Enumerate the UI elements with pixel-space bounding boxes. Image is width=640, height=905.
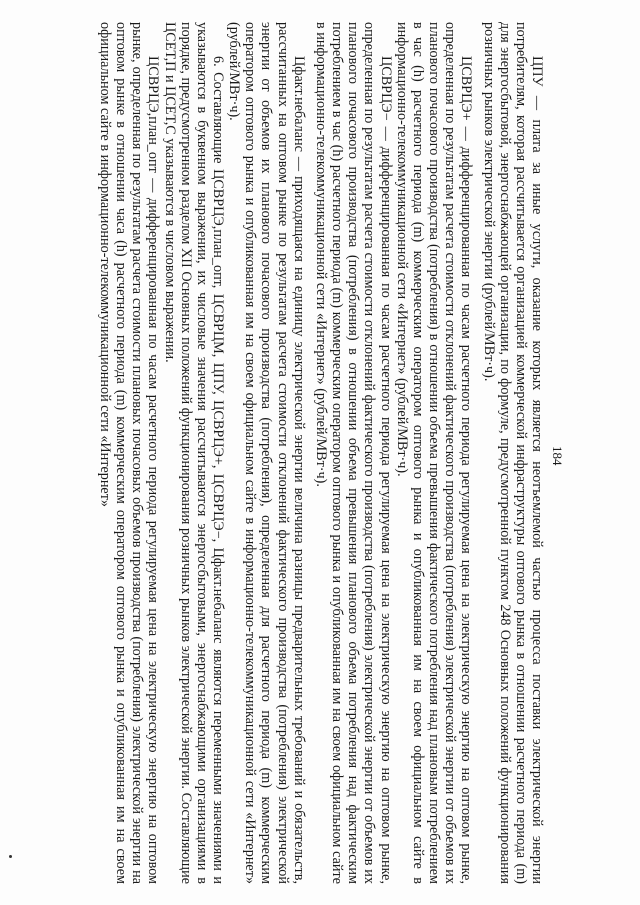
paragraph-svrce-plus: ЦСВРЦЭ+ — дифференцированная по часам расчетного периода регулируемая цена на электрическую энергию на оптовом рынке, определенная по результатам расчета стоимости отклонений фактического производства (потребления) электрической энергии от объемов их планового почасового производства (потребления) в отношении объема превышения фактического потребления над плановым потреблением в час (h) расчетного периода (m) коммерческим оператором оптового рынка и опубликованная им на своем официальном сайте в информационно-телекоммуникационной сети «Интернет» (рублей/МВт·ч). xyxy=(393,22,475,884)
document-body xyxy=(97,22,545,884)
page-number: 184 xyxy=(550,446,565,466)
scan-speck xyxy=(9,855,12,858)
rotated-text-block xyxy=(25,22,545,884)
paragraph-svrce-plan-opt: ЦСВРЦЭ,план_опт — дифференцированная по часам расчетного периода регулируемая цена на электрическую энергию на оптовом рынке, определенная по результатам расчета стоимости плановых почасовых объемов производства (потребления) электрической энергии на оптовом рынке в отношении часа (h) расчетного периода (m) коммерческим оператором оптового рынка и опубликованная им на своем официальном сайте в информационно-телекоммуникационной сети «Интернет» xyxy=(96,22,162,884)
paragraph-svrce-minus: ЦСВРЦЭ− — дифференцированная по часам расчетного периода регулируемая цена на электрическую энергию на оптовом рынке, определенная по результатам расчета стоимости отклонений фактического производства (потребления) электрической энергии от объемов их планового почасового производства (потребления) в отношении объема превышения планового объема потребления над фактическим потреблением в час (h) расчетного периода (m) коммерческим оператором оптового рынка и опубликованная им на своем официальном сайте в информационно-телекоммуникационной сети «Интернет» (рублей/МВт·ч). xyxy=(312,22,394,884)
paragraph-fact-nebalans: Цфакт.небаланс — приходящаяся на единицу электрической энергии величина разницы предварительных требований и обязательств, рассчитанных на оптовом рынке по результатам расчета стоимости отклонений фактического производства (потребления) электрической энергии от объемов их планового почасового производства (потребления), определенная для расчетного периода (m) коммерческим оператором оптового рынка и опубликованная им на своем официальном сайте в информационно-телекоммуникационной сети «Интернет» (рублей/МВт·ч). xyxy=(226,22,307,884)
paragraph-item-6: 6. Составляющие ЦСВРЦЭ,план_опт, ЦСВРЦМ, ЦПУ, ЦСВРЦЭ+, ЦСВРЦЭ−, Цфакт.небаланс являются переменными значениями и указываются в буквенном выражении, их числовые значения рассчитываются энергосбытовыми, энергоснабжающими организациями в порядке, предусмотренном разделом XII Основных положений функционирования розничных рынков электрической энергии. Составляющие ЦСЕТ,П и ЦСЕТ,С указываются в числовом выражении. xyxy=(161,22,227,884)
paragraph-pu-fee: ЦПУ — плата за иные услуги, оказание которых является неотъемлемой частью процесса поставки электрической энергии потребителям, которая рассчитывается организацией коммерческой инфраструктуры оптового рынка в отношении расчетного периода (m) для энергосбытовой, энергоснабжающей организации, по формуле, предусмотренной пунктом 248 Основных положений функционирования розничных рынков электрической энергии (рублей/МВт·ч). xyxy=(480,22,545,884)
